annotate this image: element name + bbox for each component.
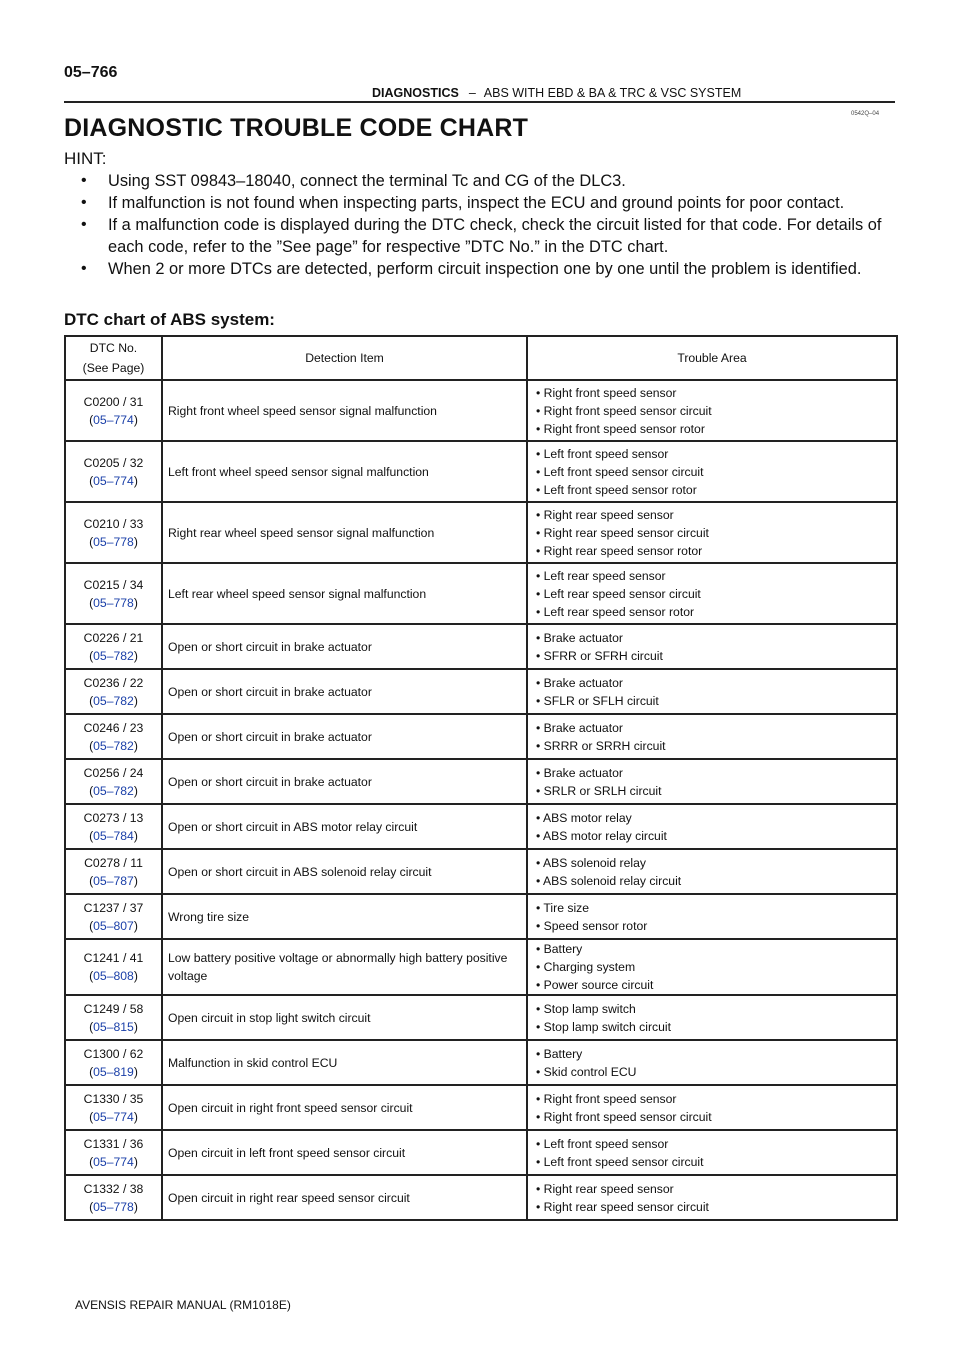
paren-open: ( [89, 969, 94, 983]
paren-close: ) [133, 738, 138, 753]
dtc-cell [65, 849, 162, 894]
trouble-area-item: • Right front speed sensor [536, 385, 677, 400]
trouble-area-item: • Left front speed sensor circuit [536, 464, 704, 479]
table-row [65, 1085, 897, 1130]
dtc-code: C1330 / 35 [83, 1091, 144, 1106]
table-row [65, 995, 897, 1040]
hint-item [64, 214, 898, 258]
trouble-area-item: • Left front speed sensor circuit [536, 1154, 704, 1169]
table-header-row [65, 336, 897, 380]
paren-open: ( [89, 1109, 94, 1124]
table-row [65, 624, 897, 669]
hint-text: If malfunction is not found when inspecting parts, inspect the ECU and ground points for poor contact. [108, 194, 845, 212]
paren-open: ( [89, 595, 94, 610]
trouble-area-item: • Right rear speed sensor circuit [536, 1199, 709, 1214]
detection-item: Open or short circuit in ABS motor relay circuit [162, 804, 527, 849]
paren-open: ( [89, 1199, 94, 1214]
dtc-cell [65, 624, 162, 669]
page-link[interactable]: 05–782 [93, 783, 134, 798]
hint-text: When 2 or more DTCs are detected, perform circuit inspection one by one until the problem is identified. [108, 260, 862, 278]
hint-text: If a malfunction code is displayed during the DTC check, check the circuit listed for that code. For details of each code, refer to the ”See page” for respective ”DTC No.” in the DTC chart. [108, 216, 882, 256]
trouble-area-item: • SFRR or SFRH circuit [536, 648, 663, 663]
paren-open: ( [89, 534, 94, 549]
trouble-area-item: • Right rear speed sensor rotor [536, 543, 703, 558]
detection-item: Open circuit in right rear speed sensor circuit [162, 1175, 527, 1220]
page-link[interactable]: 05–782 [93, 693, 134, 708]
page-link[interactable]: 05–774 [93, 1154, 134, 1169]
trouble-area [527, 1130, 897, 1175]
see-page [66, 967, 161, 985]
bullet-icon: • [81, 172, 87, 189]
page-number: 05–766 [64, 64, 118, 81]
header-detection-item: Detection Item [162, 336, 527, 380]
header-dash: – [468, 86, 476, 100]
trouble-area-item: • Right front speed sensor [536, 1091, 677, 1106]
page-link[interactable]: 05–782 [93, 738, 134, 753]
see-page [66, 1018, 161, 1036]
see-page [66, 1198, 161, 1216]
paren-close: ) [133, 693, 138, 708]
paren-close: ) [133, 969, 138, 983]
hint-item [64, 192, 898, 214]
dtc-code: C1332 / 38 [83, 1181, 144, 1196]
paren-open: ( [89, 648, 94, 663]
trouble-area-item: • ABS motor relay [536, 810, 632, 825]
detection-item: Malfunction in skid control ECU [162, 1040, 527, 1085]
trouble-area-item: • Left front speed sensor [536, 1136, 669, 1151]
trouble-area [527, 804, 897, 849]
paren-close: ) [133, 1019, 138, 1034]
paren-open: ( [89, 1064, 94, 1079]
trouble-area-item: • ABS motor relay circuit [536, 828, 667, 843]
see-page [66, 411, 161, 429]
page-link[interactable]: 05–815 [93, 1019, 134, 1034]
page-link[interactable]: 05–778 [93, 534, 134, 549]
dtc-cell [65, 1175, 162, 1220]
trouble-area-item: • Battery [536, 942, 583, 956]
dtc-code: C1331 / 36 [83, 1136, 144, 1151]
paren-close: ) [133, 473, 138, 488]
table-caption: DTC chart of ABS system: [64, 310, 275, 329]
paren-open: ( [89, 412, 94, 427]
paren-close: ) [133, 918, 138, 933]
trouble-area-item: • SRLR or SRLH circuit [536, 783, 662, 798]
dtc-code: C0205 / 32 [83, 455, 144, 470]
dtc-cell [65, 380, 162, 441]
see-page [66, 1153, 161, 1171]
trouble-area [527, 995, 897, 1040]
table-row [65, 804, 897, 849]
detection-item: Open circuit in left front speed sensor circuit [162, 1130, 527, 1175]
section-name: DIAGNOSTICS [372, 86, 459, 100]
figure-code: 0542Q–04 [851, 111, 880, 117]
paren-open: ( [89, 738, 94, 753]
paren-close: ) [133, 1109, 138, 1124]
dtc-cell [65, 804, 162, 849]
trouble-area-item: • Charging system [536, 960, 636, 974]
paren-close: ) [133, 595, 138, 610]
page-link[interactable]: 05–778 [93, 595, 134, 610]
header-rule [64, 101, 895, 103]
see-page [66, 1063, 161, 1081]
trouble-area [527, 1085, 897, 1130]
page-link[interactable]: 05–808 [93, 969, 134, 983]
subsection-name: ABS WITH EBD & BA & TRC & VSC SYSTEM [483, 86, 742, 100]
trouble-area-item: • ABS solenoid relay [536, 855, 646, 870]
dtc-code: C0278 / 11 [84, 855, 143, 870]
see-page [66, 782, 161, 800]
page-link[interactable]: 05–778 [93, 1199, 134, 1214]
bullet-icon: • [81, 216, 87, 233]
page-link[interactable]: 05–819 [93, 1064, 134, 1079]
see-page [66, 533, 161, 551]
trouble-area [527, 939, 897, 995]
trouble-area-item: • Brake actuator [536, 720, 623, 735]
page-link[interactable]: 05–774 [93, 1109, 134, 1124]
trouble-area-item: • Skid control ECU [536, 1064, 637, 1079]
see-page [66, 1108, 161, 1126]
dtc-code: C1241 / 41 [83, 951, 144, 965]
hint-text: Using SST 09843–18040, connect the terminal Tc and CG of the DLC3. [108, 172, 626, 190]
bullet-icon: • [81, 194, 87, 211]
paren-close: ) [133, 534, 138, 549]
running-header [372, 86, 741, 100]
trouble-area [527, 502, 897, 563]
trouble-area-item: • Speed sensor rotor [536, 918, 648, 933]
paren-open: ( [89, 828, 94, 843]
footer: AVENSIS REPAIR MANUAL (RM1018E) [75, 1298, 291, 1312]
detection-item: Left front wheel speed sensor signal malfunction [162, 441, 527, 502]
table-row [65, 1130, 897, 1175]
trouble-area-item: • Battery [536, 1046, 583, 1061]
trouble-area-item: • Power source circuit [536, 978, 654, 992]
header-dtc-no [65, 336, 162, 380]
see-page [66, 647, 161, 665]
trouble-area-item: • Right front speed sensor circuit [536, 403, 712, 418]
dtc-code: C1300 / 62 [83, 1046, 144, 1061]
trouble-area [527, 894, 897, 939]
trouble-area-item: • Tire size [536, 900, 590, 915]
dtc-table [64, 335, 898, 1221]
detection-item: Open or short circuit in brake actuator [162, 714, 527, 759]
paren-close: ) [133, 412, 138, 427]
hint-item [64, 170, 898, 192]
paren-close: ) [133, 648, 138, 663]
trouble-area [527, 849, 897, 894]
detection-item: Open or short circuit in brake actuator [162, 624, 527, 669]
dtc-cell [65, 669, 162, 714]
header-dtc-line2: (See Page) [82, 361, 145, 375]
dtc-cell [65, 714, 162, 759]
hint-item [64, 258, 898, 280]
hint-list [64, 170, 898, 280]
dtc-cell [65, 1130, 162, 1175]
dtc-code: C0246 / 23 [83, 720, 144, 735]
paren-open: ( [89, 1154, 94, 1169]
page-link[interactable]: 05–782 [93, 648, 134, 663]
detection-item: Right front wheel speed sensor signal malfunction [162, 380, 527, 441]
detection-item: Low battery positive voltage or abnormally high battery positive voltage [162, 939, 527, 995]
dtc-code: C0273 / 13 [83, 810, 144, 825]
dtc-cell [65, 894, 162, 939]
header-dtc-line1: DTC No. [89, 341, 138, 355]
trouble-area-item: • Left rear speed sensor [536, 568, 666, 583]
dtc-cell [65, 1040, 162, 1085]
dtc-cell [65, 1085, 162, 1130]
paren-close: ) [133, 1154, 138, 1169]
trouble-area [527, 441, 897, 502]
trouble-area [527, 624, 897, 669]
trouble-area [527, 669, 897, 714]
paren-close: ) [133, 1199, 138, 1214]
trouble-area-item: • Brake actuator [536, 630, 623, 645]
trouble-area [527, 759, 897, 804]
trouble-area-item: • Left front speed sensor rotor [536, 482, 697, 497]
page-link[interactable]: 05–774 [93, 473, 134, 488]
dtc-code: C0226 / 21 [83, 630, 144, 645]
paren-open: ( [89, 473, 94, 488]
trouble-area-item: • Brake actuator [536, 765, 623, 780]
dtc-cell [65, 502, 162, 563]
paren-close: ) [133, 783, 138, 798]
dtc-code: C1237 / 37 [83, 900, 144, 915]
table-row [65, 1040, 897, 1085]
paren-close: ) [133, 828, 138, 843]
trouble-area-item: • Left rear speed sensor circuit [536, 586, 701, 601]
trouble-area-item: • Right front speed sensor circuit [536, 1109, 712, 1124]
dtc-code: C0256 / 24 [83, 765, 144, 780]
dtc-cell [65, 441, 162, 502]
hint-label: HINT: [64, 149, 107, 168]
dtc-code: C0236 / 22 [83, 675, 144, 690]
dtc-cell [65, 759, 162, 804]
dtc-cell [65, 939, 162, 995]
dtc-code: C0215 / 34 [83, 577, 144, 592]
detection-item: Left rear wheel speed sensor signal malfunction [162, 563, 527, 624]
trouble-area [527, 380, 897, 441]
table-row [65, 669, 897, 714]
paren-open: ( [89, 693, 94, 708]
detection-item: Open circuit in stop light switch circuit [162, 995, 527, 1040]
trouble-area-item: • Right rear speed sensor [536, 507, 674, 522]
dtc-cell [65, 563, 162, 624]
table-row [65, 1175, 897, 1220]
trouble-area-item: • Left rear speed sensor rotor [536, 604, 695, 619]
detection-item: Open or short circuit in brake actuator [162, 759, 527, 804]
trouble-area [527, 714, 897, 759]
detection-item: Open or short circuit in brake actuator [162, 669, 527, 714]
table-row [65, 502, 897, 563]
dtc-code: C0200 / 31 [83, 394, 144, 409]
trouble-area [527, 1040, 897, 1085]
dtc-code: C0210 / 33 [83, 516, 144, 531]
detection-item: Open circuit in right front speed sensor circuit [162, 1085, 527, 1130]
paren-close: ) [133, 873, 138, 888]
trouble-area [527, 1175, 897, 1220]
trouble-area-item: • Brake actuator [536, 675, 623, 690]
table-row [65, 563, 897, 624]
paren-open: ( [89, 783, 94, 798]
see-page [66, 594, 161, 612]
trouble-area-item: • Stop lamp switch circuit [536, 1019, 671, 1034]
trouble-area [527, 563, 897, 624]
table-row [65, 380, 897, 441]
paren-open: ( [89, 918, 94, 933]
dtc-code: C1249 / 58 [83, 1001, 144, 1016]
page-link[interactable]: 05–787 [93, 873, 134, 888]
trouble-area-item: • Left front speed sensor [536, 446, 669, 461]
trouble-area-item: • Right front speed sensor rotor [536, 421, 705, 436]
trouble-area-item: • Right rear speed sensor [536, 1181, 674, 1196]
table-row [65, 759, 897, 804]
table-row [65, 894, 897, 939]
paren-open: ( [89, 1019, 94, 1034]
detection-item: Right rear wheel speed sensor signal malfunction [162, 502, 527, 563]
page-link[interactable]: 05–784 [93, 828, 134, 843]
trouble-area-item: • SRRR or SRRH circuit [536, 738, 666, 753]
table-row [65, 714, 897, 759]
page-title: DIAGNOSTIC TROUBLE CODE CHART [64, 114, 529, 142]
trouble-area-item: • ABS solenoid relay circuit [536, 873, 682, 888]
header-trouble-area: Trouble Area [527, 336, 897, 380]
table-row [65, 939, 897, 995]
detection-item: Wrong tire size [162, 894, 527, 939]
see-page [66, 872, 161, 890]
see-page [66, 917, 161, 935]
detection-item: Open or short circuit in ABS solenoid relay circuit [162, 849, 527, 894]
table-row [65, 849, 897, 894]
trouble-area-item: • Stop lamp switch [536, 1001, 636, 1016]
page-link[interactable]: 05–807 [93, 918, 134, 933]
see-page [66, 692, 161, 710]
bullet-icon: • [81, 260, 87, 277]
paren-open: ( [89, 873, 94, 888]
table-row [65, 441, 897, 502]
dtc-table-body [65, 380, 897, 1220]
trouble-area-item: • SFLR or SFLH circuit [536, 693, 659, 708]
see-page [66, 737, 161, 755]
paren-close: ) [133, 1064, 138, 1079]
page-link[interactable]: 05–774 [93, 412, 134, 427]
trouble-area-item: • Right rear speed sensor circuit [536, 525, 709, 540]
see-page [66, 827, 161, 845]
see-page [66, 472, 161, 490]
dtc-cell [65, 995, 162, 1040]
